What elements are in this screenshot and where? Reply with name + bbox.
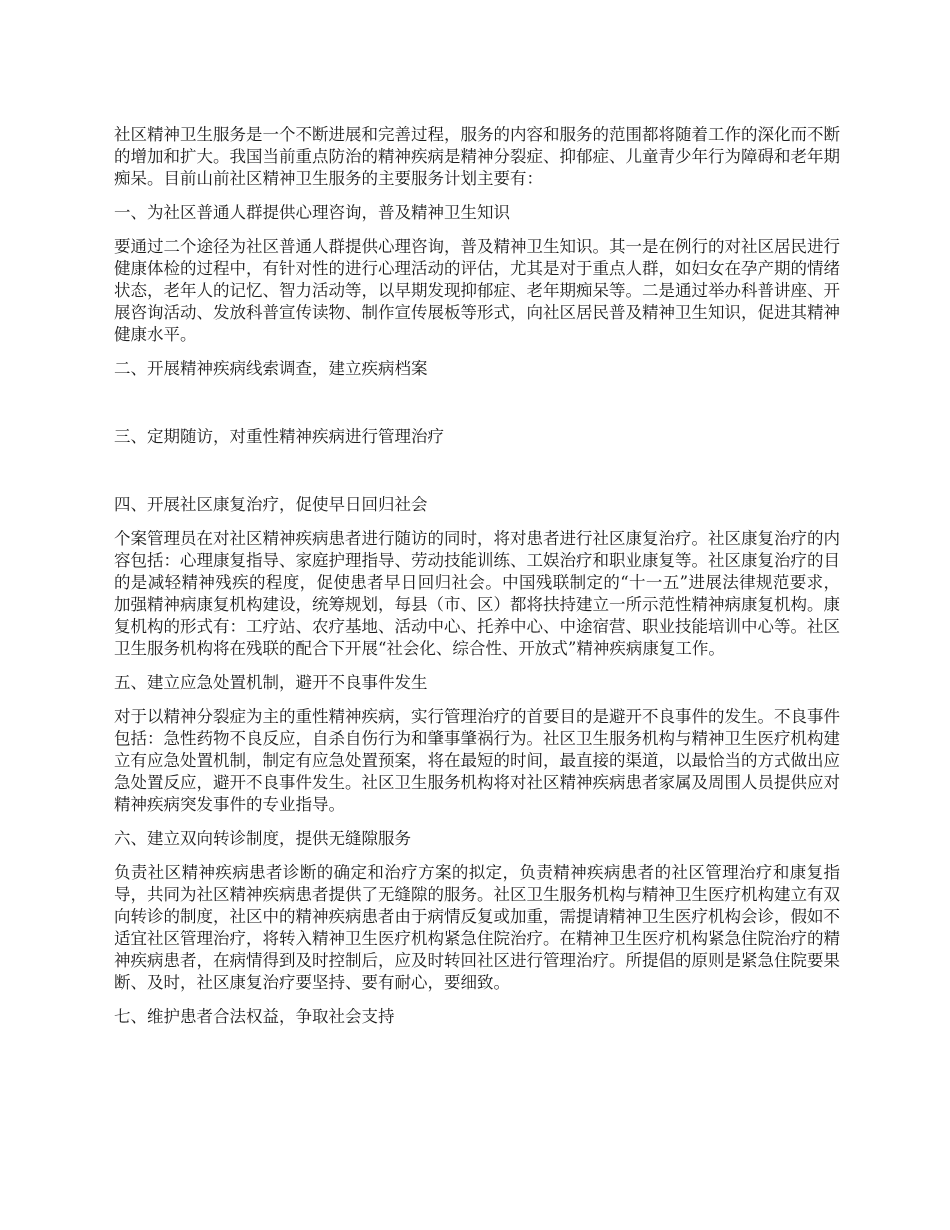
section-6-heading: 六、建立双向转诊制度，提供无缝隙服务 [114,829,411,848]
section-7-heading: 七、维护患者合法权益，争取社会支持 [114,1007,395,1026]
section-1-heading: 一、为社区普通人群提供心理咨询，普及精神卫生知识 [114,203,510,222]
document-page [114,124,840,1040]
section-1-body: 要通过二个途径为社区普通人群提供心理咨询，普及精神卫生知识。其一是在例行的对社区居民进行健康体检的过程中，有针对性的进行心理活动的评估，尤其是对于重点人群，如妇女在孕产期的情绪状态，老年人的记忆、智力活动等，以早期发现抑郁症、老年期痴呆等。二是通过举办科普讲座、开展咨询活动、发放科普宣传读物、制作宣传展板等形式，向社区居民普及精神卫生知识，促进其精神健康水平。 [114,237,840,344]
section-2-heading: 二、开展精神疾病线索调查，建立疾病档案 [114,359,428,378]
section-4-heading: 四、开展社区康复治疗，促使早日回归社会 [114,495,428,514]
section-6-body: 负责社区精神疾病患者诊断的确定和治疗方案的拟定，负责精神疾病患者的社区管理治疗和康复指导，共同为社区精神疾病患者提供了无缝隙的服务。社区卫生服务机构与精神卫生医疗机构建立有双向转诊的制度，社区中的精神疾病患者由于病情反复或加重，需提请精神卫生医疗机构会诊，假如不适宜社区管理治疗，将转入精神卫生医疗机构紧急住院治疗。在精神卫生医疗机构紧急住院治疗的精神疾病患者，在病情得到及时控制后，应及时转回社区进行管理治疗。所提倡的原则是紧急住院要果断、及时，社区康复治疗要坚持、要有耐心，要细致。 [114,863,840,992]
intro-paragraph: 社区精神卫生服务是一个不断进展和完善过程，服务的内容和服务的范围都将随着工作的深化而不断的增加和扩大。我国当前重点防治的精神疾病是精神分裂症、抑郁症、儿童青少年行为障碍和老年期痴呆。目前山前社区精神卫生服务的主要服务计划主要有： [114,125,840,188]
section-3-heading: 三、定期随访，对重性精神疾病进行管理治疗 [114,427,444,446]
section-5-heading: 五、建立应急处置机制，避开不良事件发生 [114,673,428,692]
section-4-body: 个案管理员在对社区精神疾病患者进行随访的同时，将对患者进行社区康复治疗。社区康复治疗的内容包括：心理康复指导、家庭护理指导、劳动技能训练、工娱治疗和职业康复等。社区康复治疗的目的是减轻精神残疾的程度，促使患者早日回归社会。中国残联制定的“十一五”进展法律规范要求，加强精神病康复机构建设，统筹规划，每县（市、区）都将扶持建立一所示范性精神病康复机构。康复机构的形式有：工疗站、农疗基地、活动中心、托养中心、中途宿营、职业技能培训中心等。社区卫生服务机构将在残联的配合下开展“社会化、综合性、开放式”精神疾病康复工作。 [114,529,840,658]
section-5-body: 对于以精神分裂症为主的重性精神疾病，实行管理治疗的首要目的是避开不良事件的发生。不良事件包括：急性药物不良反应，自杀自伤行为和肇事肇祸行为。社区卫生服务机构与精神卫生医疗机构建立有应急处置机制，制定有应急处置预案，将在最短的时间，最直接的渠道，以最恰当的方式做出应急处置反应，避开不良事件发生。社区卫生服务机构将对社区精神疾病患者家属及周围人员提供应对精神疾病突发事件的专业指导。 [114,707,840,814]
